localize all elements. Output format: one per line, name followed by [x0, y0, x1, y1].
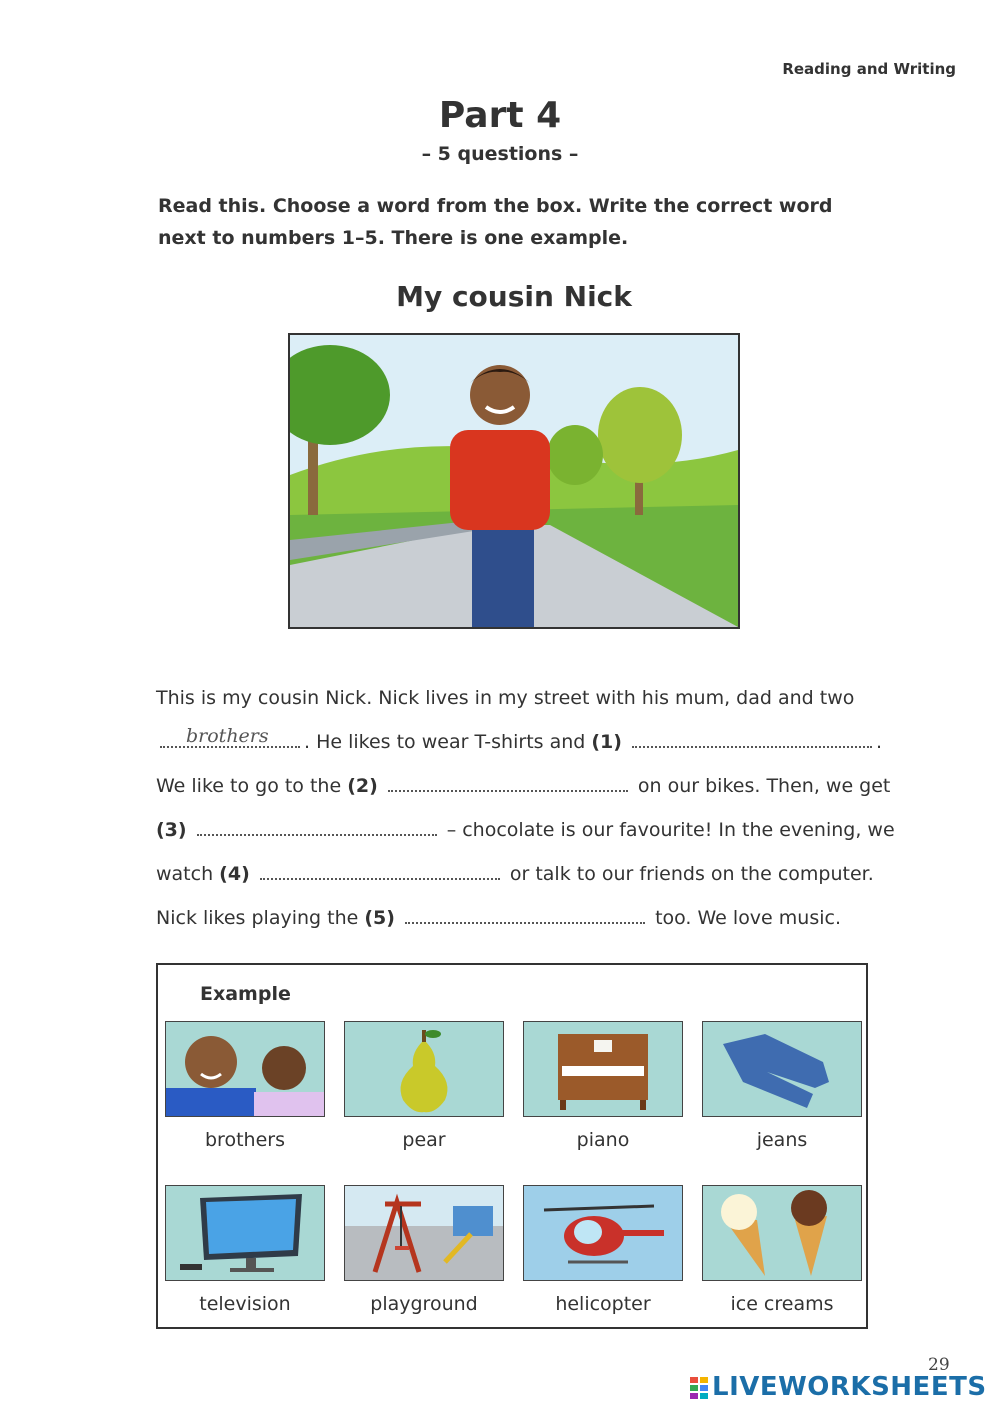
passage-text: too. We love music.	[655, 907, 841, 929]
passage-line-2	[156, 720, 886, 764]
passage-text: We like to go to the	[156, 775, 342, 797]
answer-gap-5[interactable]	[405, 900, 645, 924]
brand-logo	[690, 1372, 987, 1402]
word-label: pear	[402, 1129, 446, 1151]
word-card-piano	[523, 1021, 683, 1151]
word-label: jeans	[756, 1129, 808, 1151]
example-answer: brothers	[186, 725, 269, 747]
television-picture	[165, 1185, 325, 1281]
passage-text: Nick likes playing the	[156, 907, 359, 929]
answer-gap-2[interactable]	[388, 768, 628, 792]
question-number-5: (5)	[364, 907, 395, 929]
word-card-playground	[344, 1185, 504, 1315]
question-number-4: (4)	[219, 863, 250, 885]
story-title: My cousin Nick	[396, 280, 632, 313]
passage-text: . He likes to wear T-shirts and	[304, 731, 586, 753]
playground-picture	[344, 1185, 504, 1281]
word-card-pear	[344, 1021, 504, 1151]
passage-text: on our bikes. Then, we get	[637, 775, 891, 797]
ice-creams-picture	[702, 1185, 862, 1281]
word-card-ice-creams	[702, 1185, 862, 1315]
story-passage	[156, 676, 895, 940]
question-number-1: (1)	[591, 731, 622, 753]
word-label: piano	[576, 1129, 630, 1151]
liveworksheets-icon	[690, 1377, 708, 1399]
word-label: brothers	[205, 1129, 285, 1151]
brand-name: LIVEWORKSHEETS	[712, 1372, 987, 1402]
passage-text: watch	[156, 863, 214, 885]
word-card-brothers	[165, 1021, 325, 1151]
question-number-2: (2)	[347, 775, 378, 797]
passage-text: .	[876, 731, 883, 753]
helicopter-picture	[523, 1185, 683, 1281]
word-label: ice creams	[730, 1293, 834, 1315]
answer-gap-3[interactable]	[197, 812, 437, 836]
word-card-television	[165, 1185, 325, 1315]
passage-line-5	[156, 852, 886, 896]
question-number-3: (3)	[156, 819, 187, 841]
passage-line-6	[156, 896, 886, 940]
pear-picture	[344, 1021, 504, 1117]
brothers-picture	[165, 1021, 325, 1117]
jeans-picture	[702, 1021, 862, 1117]
passage-line-3	[156, 764, 891, 808]
story-illustration	[288, 333, 740, 629]
piano-picture	[523, 1021, 683, 1117]
passage-text: or talk to our friends on the computer.	[509, 863, 874, 885]
word-label: helicopter	[555, 1293, 651, 1315]
passage-text: – chocolate is our favourite! In the evening, we	[446, 819, 895, 841]
word-box	[156, 963, 868, 1329]
answer-gap-4[interactable]	[260, 856, 500, 880]
section-label: Reading and Writing	[782, 60, 956, 78]
word-card-helicopter	[523, 1185, 683, 1315]
passage-text: This is my cousin Nick. Nick lives in my street with his mum, dad and two	[156, 687, 855, 709]
page-number: 29	[928, 1355, 950, 1375]
word-label: television	[199, 1293, 291, 1315]
part-title: Part 4	[438, 95, 562, 136]
example-answer-gap	[160, 724, 300, 748]
word-label: playground	[370, 1293, 478, 1315]
answer-gap-1[interactable]	[632, 724, 872, 748]
word-card-jeans	[702, 1021, 862, 1151]
part-subtitle: – 5 questions –	[421, 143, 579, 165]
example-label: Example	[200, 983, 291, 1005]
passage-line-4	[156, 808, 895, 852]
instructions: Read this. Choose a word from the box. Write the correct word next to numbers 1–5. There is one example.	[158, 195, 833, 249]
